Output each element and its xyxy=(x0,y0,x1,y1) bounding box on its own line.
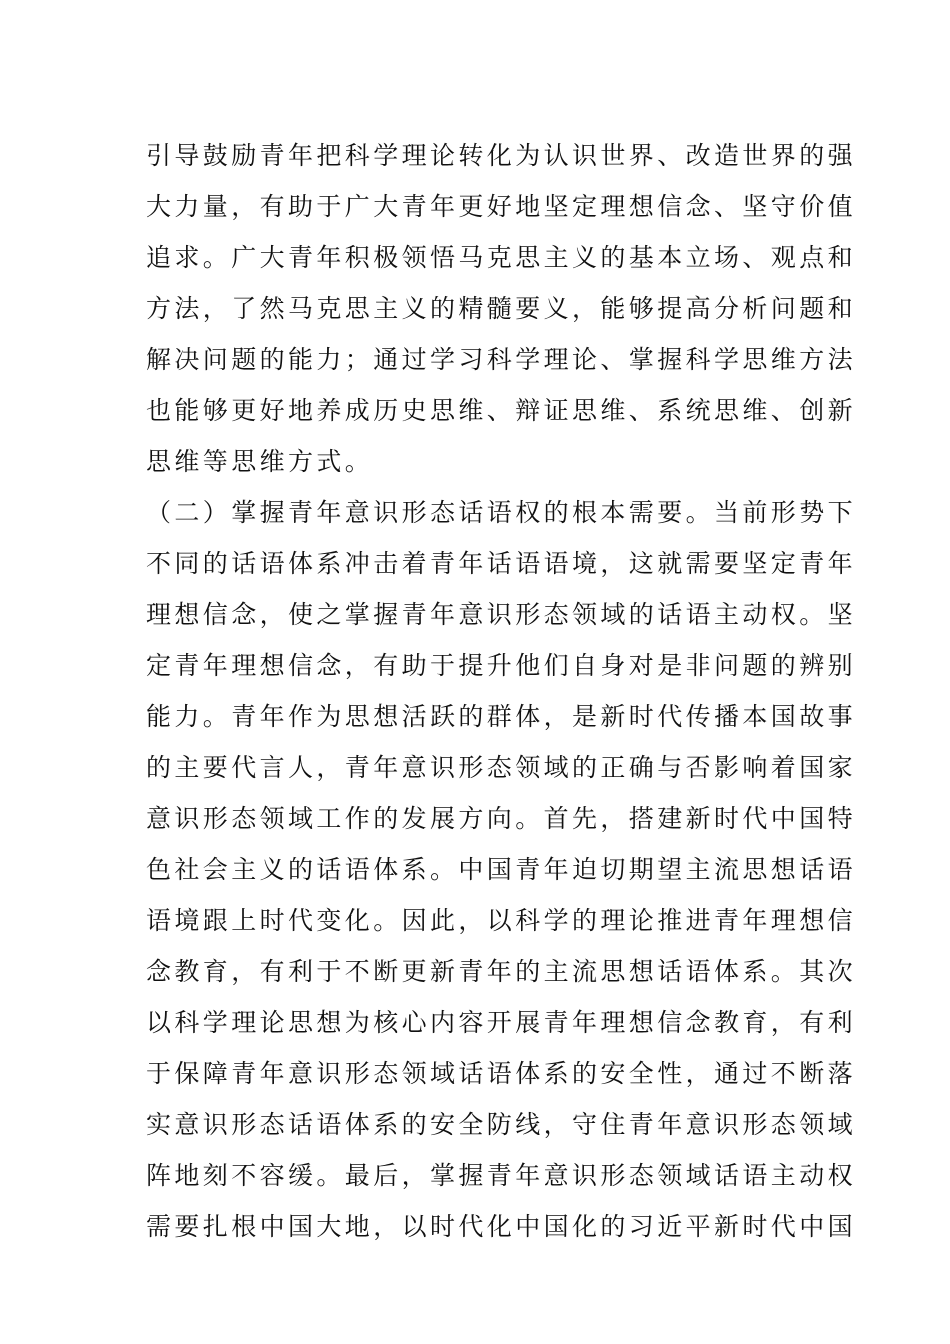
text-line: 色社会主义的话语体系。中国青年迫切期望主流思想话语 xyxy=(146,855,857,884)
text-line: 能力。青年作为思想活跃的群体，是新时代传播本国故事 xyxy=(146,702,857,731)
text-line: 解决问题的能力；通过学习科学理论、掌握科学思维方法 xyxy=(146,345,857,374)
text-line: 意识形态领域工作的发展方向。首先，搭建新时代中国特 xyxy=(146,804,857,833)
section-heading-line: （二）掌握青年意识形态话语权的根本需要。当前形势下 xyxy=(146,498,857,527)
text-line: 思维等思维方式。 xyxy=(146,447,374,476)
text-line: 追求。广大青年积极领悟马克思主义的基本立场、观点和 xyxy=(146,243,857,272)
text-line: 定青年理想信念，有助于提升他们自身对是非问题的辨别 xyxy=(146,651,857,680)
body-text xyxy=(146,130,857,1252)
text-line: 引导鼓励青年把科学理论转化为认识世界、改造世界的强 xyxy=(146,141,857,170)
text-line: 方法，了然马克思主义的精髓要义，能够提高分析问题和 xyxy=(146,294,857,323)
text-line: 以科学理论思想为核心内容开展青年理想信念教育，有利 xyxy=(146,1008,857,1037)
text-line: 语境跟上时代变化。因此，以科学的理论推进青年理想信 xyxy=(146,906,857,935)
text-line: 于保障青年意识形态领域话语体系的安全性，通过不断落 xyxy=(146,1059,857,1088)
text-line: 理想信念，使之掌握青年意识形态领域的话语主动权。坚 xyxy=(146,600,857,629)
text-line: 念教育，有利于不断更新青年的主流思想话语体系。其次 xyxy=(146,957,857,986)
text-line: 实意识形态话语体系的安全防线，守住青年意识形态领域 xyxy=(146,1110,857,1139)
text-line: 阵地刻不容缓。最后，掌握青年意识形态领域话语主动权 xyxy=(146,1161,857,1190)
text-line: 不同的话语体系冲击着青年话语语境，这就需要坚定青年 xyxy=(146,549,857,578)
text-line: 大力量，有助于广大青年更好地坚定理想信念、坚守价值 xyxy=(146,192,857,221)
text-line: 的主要代言人，青年意识形态领域的正确与否影响着国家 xyxy=(146,753,857,782)
text-line: 需要扎根中国大地，以时代化中国化的习近平新时代中国 xyxy=(146,1212,857,1241)
text-line: 也能够更好地养成历史思维、辩证思维、系统思维、创新 xyxy=(146,396,857,425)
